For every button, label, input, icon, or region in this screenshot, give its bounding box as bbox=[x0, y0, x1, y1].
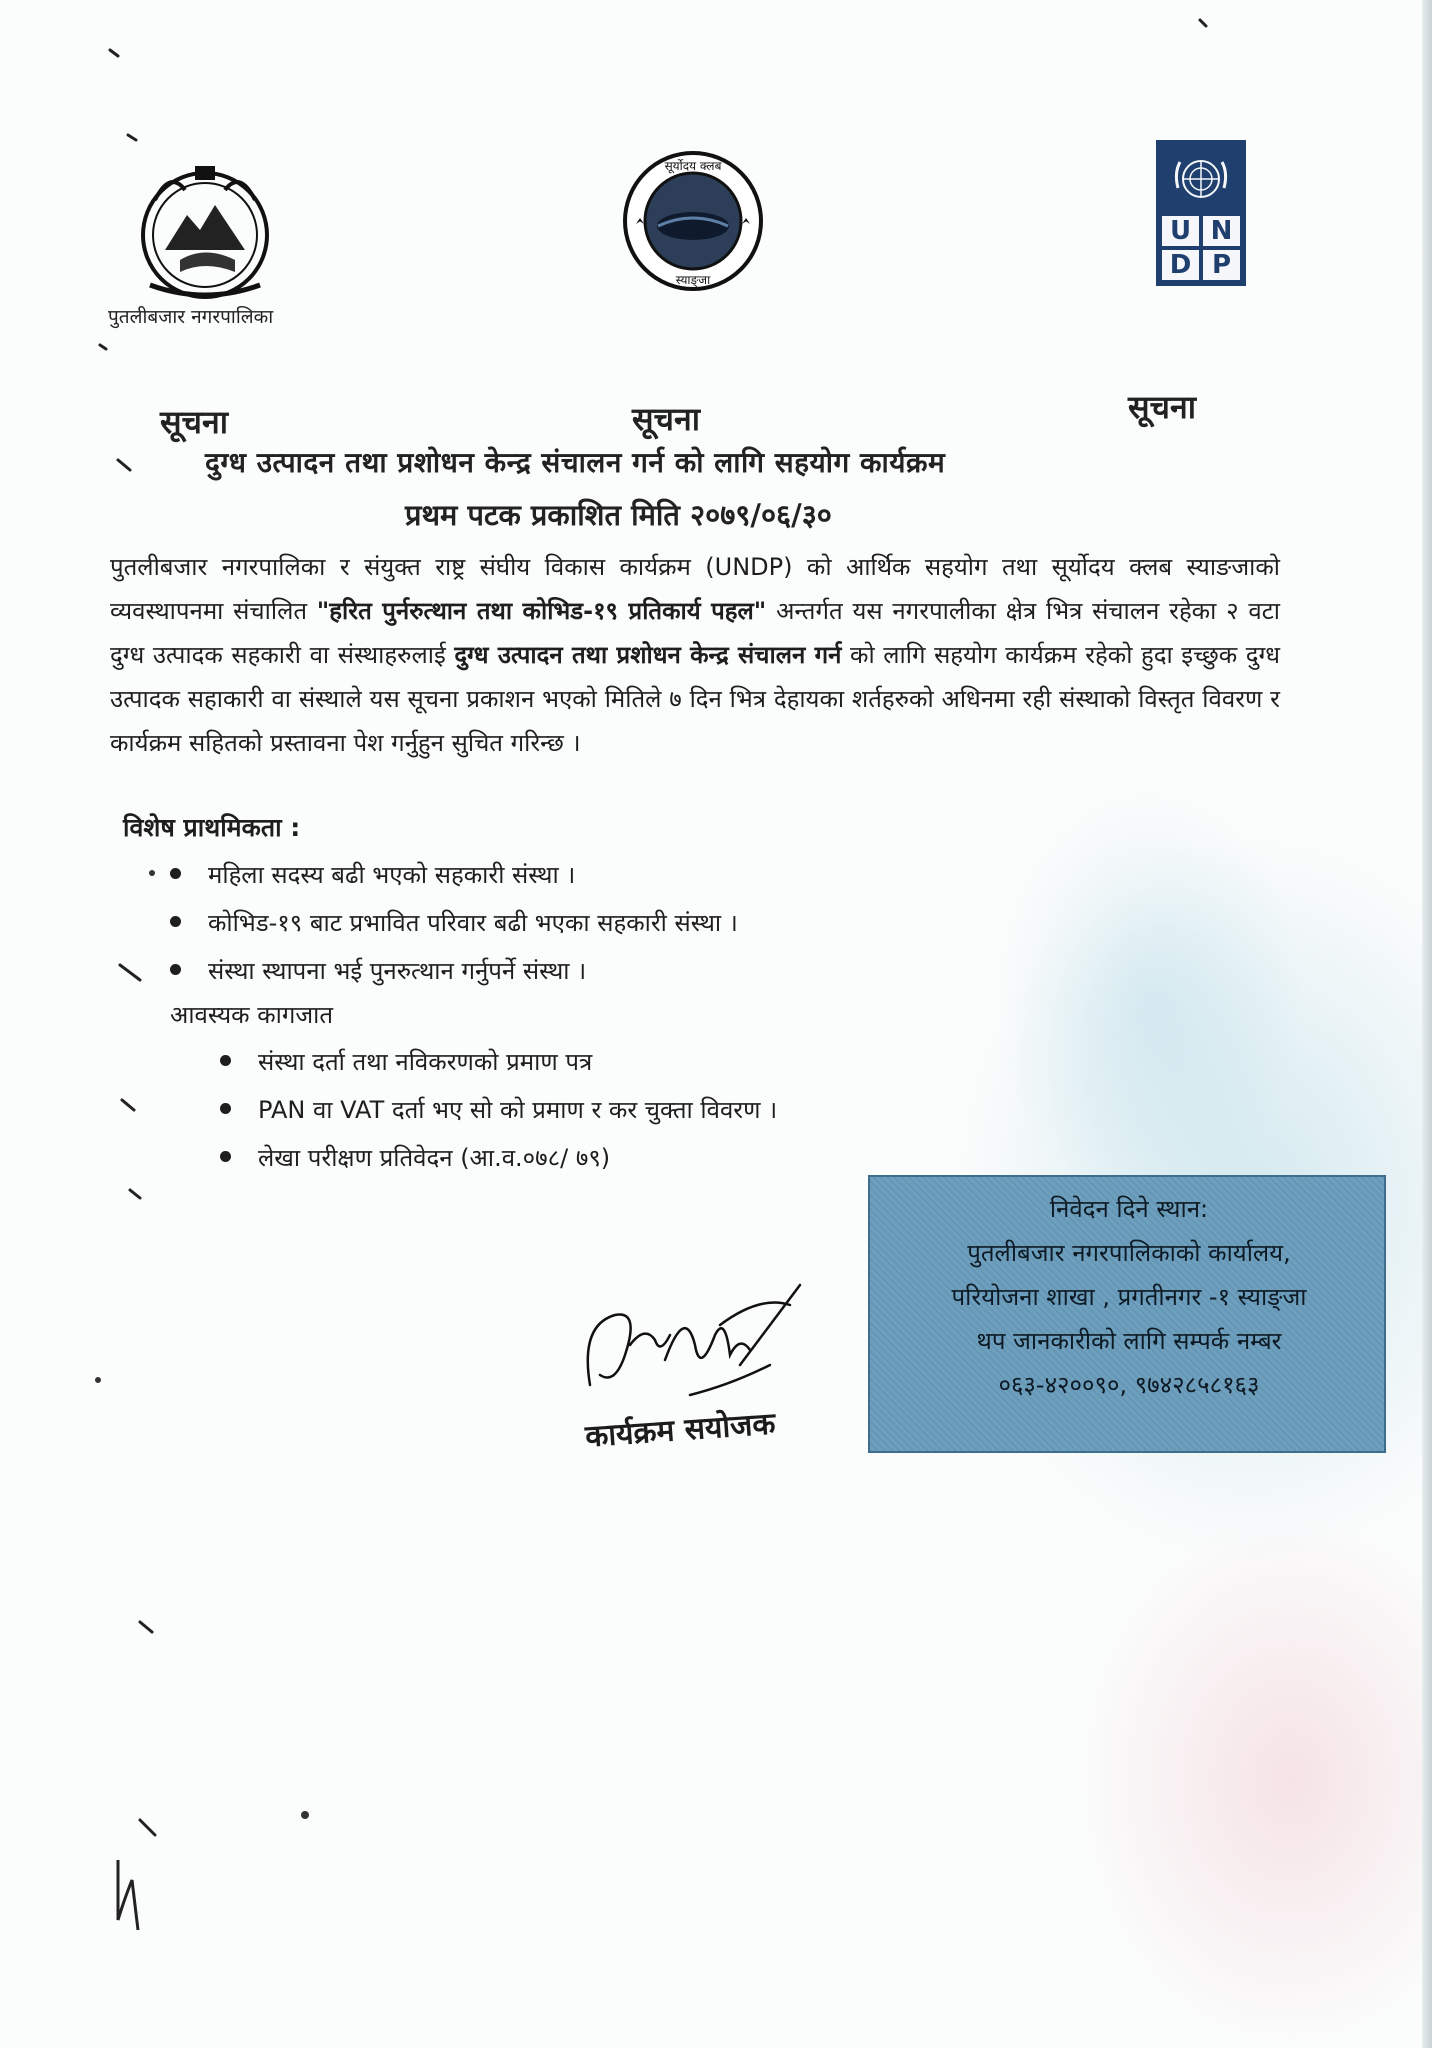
notice-heading-right: सूचना bbox=[1128, 388, 1197, 426]
municipality-caption: पुतलीबजार नगरपालिका bbox=[108, 306, 274, 328]
stamp-line: पुतलीबजार नगरपालिकाको कार्यालय, bbox=[967, 1239, 1291, 1267]
handwritten-signature bbox=[570, 1265, 810, 1415]
list-item: महिला सदस्य बढी भएको सहकारी संस्था । bbox=[170, 858, 1070, 906]
bullet-icon bbox=[220, 1151, 231, 1162]
list-item: लेखा परीक्षण प्रतिवेदन (आ.व.०७८/ ७९) bbox=[220, 1141, 1120, 1189]
bullet-icon bbox=[220, 1103, 231, 1114]
documents-heading: आवस्यक कागजात bbox=[170, 1001, 334, 1029]
undp-letters bbox=[1162, 216, 1240, 278]
undp-letter: N bbox=[1203, 216, 1240, 246]
un-emblem-icon bbox=[1166, 148, 1236, 210]
stamp-line: निवेदन दिने स्थान: bbox=[1049, 1195, 1209, 1223]
notice-title: दुग्ध उत्पादन तथा प्रशोधन केन्द्र संचालन गर्न को लागि सहयोग कार्यक्रम bbox=[205, 446, 946, 479]
body-text-bold: दुग्ध उत्पादन तथा प्रशोधन केन्द्र संचालन गर्न bbox=[454, 641, 842, 669]
undp-letter: D bbox=[1162, 250, 1199, 280]
club-seal-logo bbox=[620, 148, 766, 294]
bullet-icon bbox=[220, 1055, 231, 1066]
seal-text: सूर्योदय क्लब bbox=[664, 159, 722, 173]
list-item: संस्था स्थापना भई पुनरुत्थान गर्नुपर्ने संस्था । bbox=[170, 954, 1070, 1002]
undp-letter: P bbox=[1203, 250, 1240, 280]
stamp-line: थप जानकारीको लागि सम्पर्क नम्बर bbox=[976, 1327, 1282, 1355]
list-item: संस्था दर्ता तथा नविकरणको प्रमाण पत्र bbox=[220, 1045, 1120, 1093]
body-paragraph bbox=[110, 545, 1280, 765]
notice-heading-center: सूचना bbox=[632, 400, 701, 438]
undp-logo bbox=[1156, 140, 1246, 286]
page-edge-shadow bbox=[1422, 0, 1432, 2048]
bullet-icon bbox=[170, 916, 181, 927]
svg-text:स्याङ्जा: स्याङ्जा bbox=[675, 273, 711, 287]
body-text: पुतलीबजार नगरपालिका र संयुक्त राष्ट्र संघीय विकास कार्यक्रम (UNDP) को आर्थिक सहयोग तथा सूर्योदय क्लब स्याङजाको व्यवस्थापनमा संचालित bbox=[110, 553, 1280, 625]
body-text: को लागि सहयोग कार्यक्रम रहेको हुदा इच्छुक दुग्ध उत्पादक सहाकारी वा संस्थाले यस सूचना प्रकाशन भएको मितिले ७ दिन भित्र देहायका शर्तहरुको अधिनमा रही संस्थाको विस्तृत विवरण र कार्यक्रम सहितको प्रस्तावना पेश गर्नुहुन सुचित गरिन्छ । bbox=[110, 641, 1280, 757]
bullet-icon bbox=[170, 868, 181, 879]
stamp-line: परियोजना शाखा , प्रगतीनगर -१ स्याङ्जा bbox=[951, 1283, 1307, 1311]
nepal-emblem-logo bbox=[125, 160, 285, 310]
body-text: अन्तर्गत यस नगरपालीका क्षेत्र भित्र संचालन रहेका २ वटा दुग्ध उत्पादक सहकारी वा संस्थाहरुलाई bbox=[110, 597, 1281, 669]
undp-letter: U bbox=[1162, 216, 1199, 246]
documents-list bbox=[220, 1045, 1120, 1189]
list-item: कोभिड-१९ बाट प्रभावित परिवार बढी भएका सहकारी संस्था । bbox=[170, 906, 1070, 954]
notice-heading-left: सूचना bbox=[160, 403, 229, 441]
publication-date: प्रथम पटक प्रकाशित मिति २०७९/०६/३० bbox=[405, 498, 832, 532]
application-location-stamp bbox=[868, 1175, 1386, 1453]
list-item: PAN वा VAT दर्ता भए सो को प्रमाण र कर चुक्ता विवरण । bbox=[220, 1093, 1120, 1141]
signatory-title: कार्यक्रम सयोजक bbox=[584, 1406, 777, 1455]
body-text-bold: "हरित पुर्नरुत्थान तथा कोभिड-१९ प्रतिकार्य पहल" bbox=[316, 597, 767, 625]
stamp-line: ०६३-४२००९०, ९७४२८५८१६३ bbox=[998, 1371, 1260, 1399]
bullet-icon bbox=[170, 964, 181, 975]
priority-heading: विशेष प्राथमिकता : bbox=[123, 813, 301, 842]
priority-list bbox=[170, 858, 1070, 1002]
